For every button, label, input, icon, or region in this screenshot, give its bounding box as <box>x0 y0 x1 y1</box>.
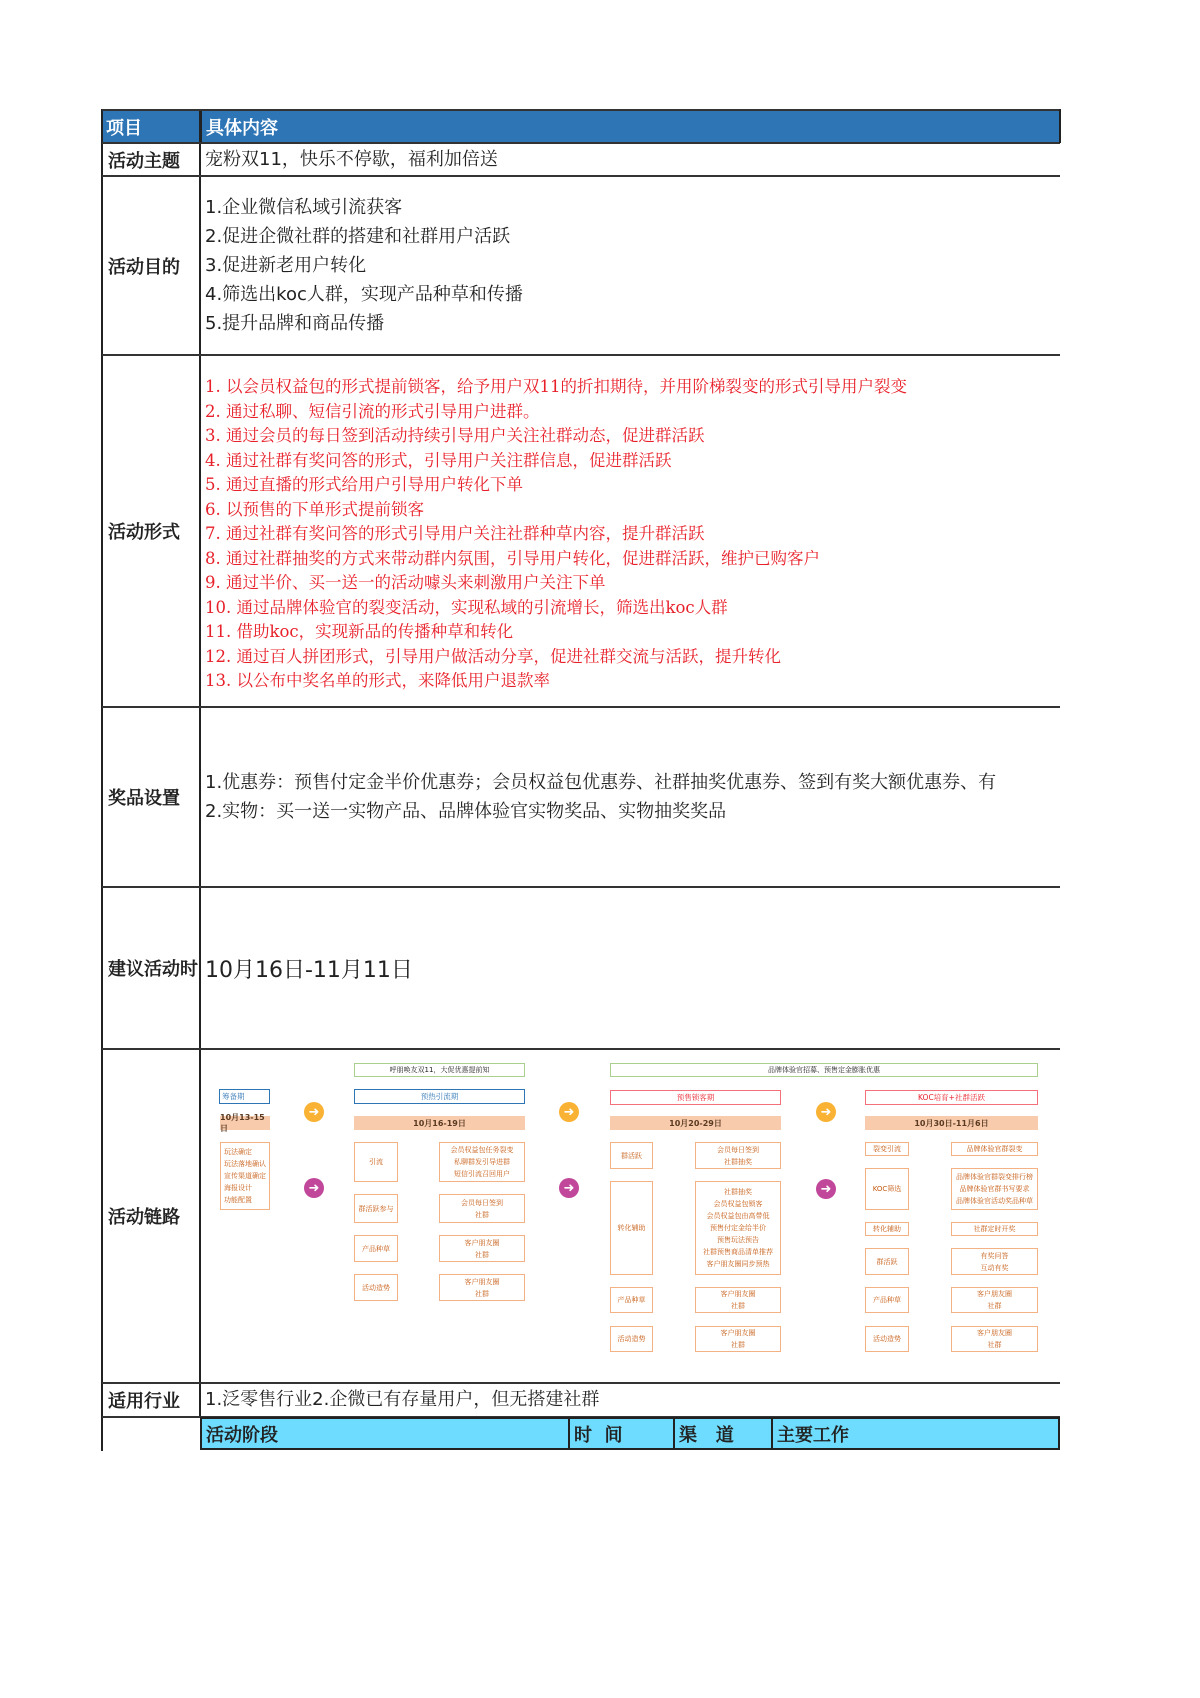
stage-box: KOC筛选 <box>865 1168 909 1210</box>
stage-box: 活动造势 <box>354 1274 398 1301</box>
phase-label: 筹备期 <box>219 1089 270 1104</box>
phase-date: 10月20-29日 <box>610 1116 781 1130</box>
form-item: 7. 通过社群有奖问答的形式引导用户关注社群种草内容，提升群活跃 <box>205 524 705 543</box>
row-divider <box>102 109 1060 111</box>
form-item: 2. 通过私聊、短信引流的形式引导用户进群。 <box>205 401 540 421</box>
arrow-right-icon: ➜ <box>816 1102 836 1122</box>
arrow-right-icon: ➜ <box>559 1178 579 1198</box>
stage-box: 群活跃 <box>610 1142 653 1169</box>
purpose-item: 1.企业微信私域引流获客 <box>205 197 403 218</box>
phase-date: 10月16-19日 <box>354 1116 525 1130</box>
stage-box: 引流 <box>354 1142 398 1182</box>
phase-banner: 呼朋唤友双11，大促优惠提前知 <box>354 1063 525 1077</box>
channel-box: 品牌体验官群裂变 <box>951 1142 1038 1156</box>
header-col-content: 具体内容 <box>200 110 1060 143</box>
subheader-time: 时 间 <box>568 1417 673 1450</box>
purpose-item: 5.提升品牌和商品传播 <box>205 313 385 334</box>
prize-list <box>205 768 1060 826</box>
arrow-right-icon: ➜ <box>304 1178 324 1198</box>
form-item: 5. 通过直播的形式给用户引导用户转化下单 <box>205 475 523 494</box>
channel-box: 客户朋友圈 社群 <box>439 1235 525 1262</box>
channel-box: 客户朋友圈 社群 <box>951 1287 1038 1313</box>
form-item: 3. 通过会员的每日签到活动持续引导用户关注社群动态，促进群活跃 <box>205 426 705 445</box>
channel-box: 有奖问答 互动有奖 <box>951 1248 1038 1275</box>
arrow-right-icon: ➜ <box>304 1102 324 1122</box>
subheader-channel: 渠 道 <box>673 1417 771 1450</box>
row-divider <box>102 886 1060 888</box>
phase-label: 预热引流期 <box>354 1089 525 1104</box>
purpose-item: 3.促进新老用户转化 <box>205 255 367 276</box>
stage-box: 产品种草 <box>865 1287 909 1313</box>
stage-box: 裂变引流 <box>865 1142 909 1156</box>
time-value: 10月16日-11月11日 <box>205 958 413 983</box>
form-item: 8. 通过社群抽奖的方式来带动群内氛围，引导用户转化，促进群活跃，维护已购客户 <box>205 548 820 568</box>
subheader-stage: 活动阶段 <box>200 1417 568 1450</box>
form-item: 11. 借助koc，实现新品的传播种草和转化 <box>205 622 514 641</box>
row-label-industry: 适用行业 <box>108 1391 180 1412</box>
purpose-item: 4.筛选出koc人群，实现产品种草和传播 <box>205 284 523 305</box>
form-item: 9. 通过半价、买一送一的活动噱头来刺激用户关注下单 <box>205 573 606 592</box>
stage-box: 转化辅助 <box>610 1181 653 1275</box>
channel-box: 社群抽奖 会员权益包锁客 会员权益包由高带低 预售付定金给半价 预售玩法预告 社群预售商品清单推荐 客户朋友圈同步预热 <box>695 1181 781 1275</box>
header-col-item: 项目 <box>102 110 200 143</box>
table-border-left <box>101 109 103 1451</box>
row-label-purpose: 活动目的 <box>108 256 180 278</box>
phase-label: KOC培育+社群活跃 <box>865 1090 1038 1105</box>
subheader-work: 主要工作 <box>771 1417 1060 1450</box>
prep-task-list: 玩法确定 玩法落地确认 宣传渠道确定 海报设计 功能配置 <box>220 1142 270 1210</box>
channel-box: 客户朋友圈 社群 <box>439 1274 525 1301</box>
phase-date: 10月30日-11月6日 <box>865 1116 1038 1130</box>
row-label-theme: 活动主题 <box>108 150 180 172</box>
header-border-right <box>1059 109 1061 143</box>
form-item: 6. 以预售的下单形式提前锁客 <box>205 499 424 519</box>
stage-box: 产品种草 <box>610 1287 653 1313</box>
arrow-right-icon: ➜ <box>816 1179 836 1199</box>
form-item: 12. 通过百人拼团形式，引导用户做活动分享，促进社群交流与活跃，提升转化 <box>205 646 781 666</box>
channel-box: 会员权益包任务裂变 私聊群发引导进群 短信引流召回用户 <box>439 1142 525 1182</box>
row-divider <box>102 706 1060 708</box>
channel-box: 客户朋友圈 社群 <box>695 1287 781 1313</box>
channel-box: 会员每日签到 社群抽奖 <box>695 1142 781 1169</box>
form-item: 4. 通过社群有奖问答的形式，引导用户关注群信息，促进群活跃 <box>205 450 672 470</box>
arrow-right-icon: ➜ <box>559 1102 579 1122</box>
form-item: 1. 以会员权益包的形式提前锁客，给予用户双11的折扣期待，并用阶梯裂变的形式引导用户裂变 <box>205 377 907 396</box>
stage-box: 活动造势 <box>610 1326 653 1352</box>
purpose-list <box>205 193 523 338</box>
stage-box: 活动造势 <box>865 1326 909 1352</box>
phase-banner: 品牌体验官招募、预售定金膨胀优惠 <box>610 1063 1038 1077</box>
form-list <box>205 375 907 694</box>
phase-label: 预售锁客期 <box>610 1090 781 1105</box>
channel-box: 客户朋友圈 社群 <box>695 1326 781 1352</box>
purpose-item: 2.促进企微社群的搭建和社群用户活跃 <box>205 226 511 247</box>
stage-box: 产品种草 <box>354 1235 398 1262</box>
channel-box: 客户朋友圈 社群 <box>951 1326 1038 1352</box>
row-label-time: 建议活动时 <box>108 959 198 980</box>
theme-value: 宠粉双11，快乐不停歇，福利加倍送 <box>205 149 498 170</box>
form-item: 13. 以公布中奖名单的形式，来降低用户退款率 <box>205 671 550 690</box>
form-item: 10. 通过品牌体验官的裂变活动，实现私域的引流增长，筛选出koc人群 <box>205 597 728 617</box>
prize-item: 2.实物：买一送一实物产品、品牌体验官实物奖品、实物抽奖奖品 <box>205 801 727 822</box>
channel-box: 会员每日签到 社群 <box>439 1194 525 1223</box>
row-divider <box>102 1048 1060 1050</box>
prize-item: 1.优惠券：预售付定金半价优惠券；会员权益包优惠券、社群抽奖优惠券、签到有奖大额优惠券、有 <box>205 772 997 793</box>
row-divider <box>102 354 1060 356</box>
stage-box: 群活跃参与 <box>354 1194 398 1223</box>
row-label-prize: 奖品设置 <box>108 788 180 809</box>
phase-date: 10月13-15日 <box>220 1116 270 1130</box>
stage-box: 群活跃 <box>865 1248 909 1275</box>
industry-value: 1.泛零售行业2.企微已有存量用户，但无搭建社群 <box>205 1389 600 1410</box>
channel-box: 品牌体验官群裂变排行榜 品牌体验官群书写要求 品牌体验官活动奖品种草 <box>951 1168 1038 1210</box>
row-label-form: 活动形式 <box>108 522 180 543</box>
row-label-chain: 活动链路 <box>108 1207 180 1228</box>
channel-box: 社群定时开奖 <box>951 1222 1038 1236</box>
stage-box: 转化辅助 <box>865 1222 909 1236</box>
